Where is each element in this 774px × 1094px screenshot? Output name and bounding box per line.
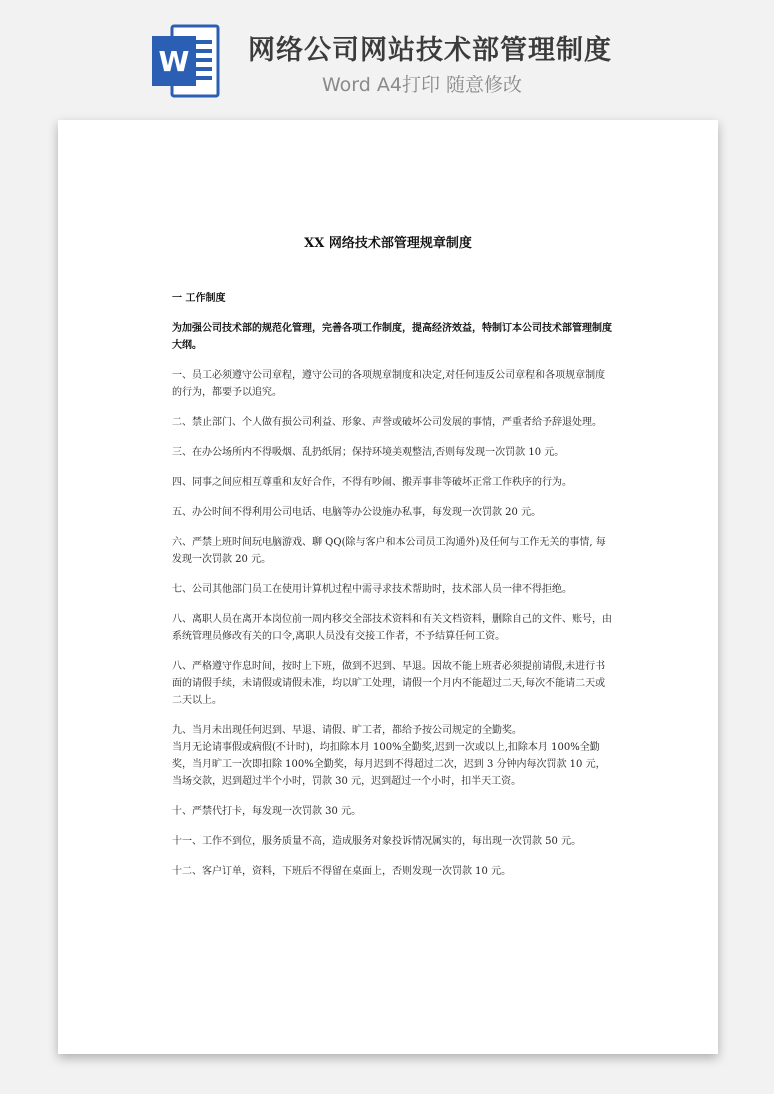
document-body <box>172 290 612 893</box>
word-document-icon <box>150 24 220 98</box>
rule-item-2: 二、禁止部门、个人做有损公司利益、形象、声誉或破坏公司发展的事情，严重者给予辞退处理。 <box>172 417 602 428</box>
rule-item-7: 七、公司其他部门员工在使用计算机过程中需寻求技术帮助时，技术部人员一律不得拒绝。 <box>172 584 572 595</box>
rule-item-9-line2: 当月无论请事假或病假(不计时)，均扣除本月 100%全勤奖,迟到一次或以上,扣除本月 100%全勤奖，当月旷工一次即扣除 100%全勤奖，每月迟到不得超过二次，迟到 3 分钟内每次罚款 10 元，当场交款，迟到超过半个小时，罚款 30 元，迟到超过一个小时，扣半天工资。 <box>172 742 606 787</box>
rule-item-8a: 八、离职人员在离开本岗位前一周内移交全部技术资料和有关文档资料，删除自己的文件、账号，由系统管理员修改有关的口令,离职人员没有交接工作者，不予结算任何工资。 <box>172 614 612 642</box>
banner-title: 网络公司网站技术部管理制度 <box>248 35 612 66</box>
banner-header <box>0 0 774 112</box>
rule-item-1: 一、员工必须遵守公司章程，遵守公司的各项规章制度和决定,对任何违反公司章程和各项规章制度的行为，都要予以追究。 <box>172 370 606 398</box>
rule-item-10: 十、严禁代打卡，每发现一次罚款 30 元。 <box>172 806 362 817</box>
rule-item-3: 三、在办公场所内不得吸烟、乱扔纸屑；保持环境美观整洁,否则每发现一次罚款 10 元。 <box>172 447 565 458</box>
intro-paragraph: 为加强公司技术部的规范化管理，完善各项工作制度，提高经济效益，特制订本公司技术部管理制度大纲。 <box>172 323 612 351</box>
document-page <box>58 120 718 1054</box>
logo-letter: W <box>158 45 190 78</box>
rule-item-4: 四、同事之间应相互尊重和友好合作，不得有吵闹、搬弄事非等破坏正常工作秩序的行为。 <box>172 477 572 488</box>
rule-item-8b: 八、严格遵守作息时间，按时上下班，做到不迟到、早退。因故不能上班者必须提前请假,未进行书面的请假手续，未请假或请假未准，均以旷工处理，请假一个月内不能超过二天,每次不能请二天或二天以上。 <box>172 661 606 706</box>
rule-item-9-line1: 九、当月未出现任何迟到、早退、请假、旷工者，都给予按公司规定的全勤奖。 <box>172 725 522 736</box>
document-title: XX 网络技术部管理规章制度 <box>304 236 472 251</box>
rule-item-11: 十一、工作不到位，服务质量不高，造成服务对象投诉情况属实的，每出现一次罚款 50 元。 <box>172 836 582 847</box>
rule-item-12: 十二、客户订单，资料，下班后不得留在桌面上，否则发现一次罚款 10 元。 <box>172 866 512 877</box>
banner-subtitle: Word A4打印 随意修改 <box>322 74 523 96</box>
rule-item-5: 五、办公时间不得利用公司电话、电脑等办公设施办私事，每发现一次罚款 20 元。 <box>172 507 542 518</box>
rule-item-6: 六、严禁上班时间玩电脑游戏、聊 QQ(除与客户和本公司员工沟通外)及任何与工作无关的事情, 每发现一次罚款 20 元。 <box>172 537 606 565</box>
section-heading: 一 工作制度 <box>172 293 226 304</box>
